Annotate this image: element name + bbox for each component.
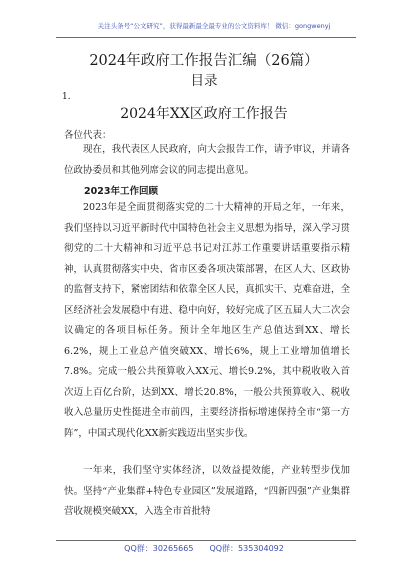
header-divider: [56, 37, 356, 38]
item-number: 1.: [62, 92, 71, 102]
salutation: 各位代表：: [64, 130, 112, 141]
header-note: 关注头条号“公文研究”，获得最新最全最专业的公文资料库！ 微信：gongwenyj: [97, 22, 331, 30]
economy-paragraph: 一年来，我们坚守实体经济，以效益提效能，产业转型步伐加快。坚持“产业集群+特色专业园区”发展道路，“四新四强”产业集群营收规模突破XX，入选全市首批特: [64, 465, 350, 517]
table-of-contents-heading: 目录: [190, 73, 218, 89]
review-paragraph: 2023年是全面贯彻落实党的二十大精神的开局之年，一年来，我们坚持以习近平新时代中国特色社会主义思想为指导，深入学习贯彻党的二十大精神和习近平总书记对江苏工作重要讲话重要指示精神，认真贯彻落实中央、省市区委各项决策部署，在区人大、区政协的监督支持下，紧密团结和依靠全区人民，真抓实干、克难奋进，全区经济社会发展稳中有进、稳中向好，较好完成了区五届人大二次会议确定的各项目标任务。预计全年地区生产总值达到XX、增长6.2%，规上工业总产值突破XX、增长6%，规上工业增加值增长7.8%。完成一般公共预算收入XX元、增长9.2%，其中税收收入首次迈上百亿台阶，达到XX、增长20.8%，一般公共预算收入、税收收入总量历史性挺进全市前四，主要经济指标增速保持全市“第一方阵”，中国式现代化XX新实践迈出坚实步伐。: [64, 202, 350, 439]
opening-paragraph: 现在，我代表区人民政府，向大会报告工作，请予审议，并请各位政协委员和其他列席会议的同志提出意见。: [64, 144, 350, 176]
report-title: 2024年XX区政府工作报告: [120, 106, 288, 122]
footer-note: QQ群：30265665 QQ群：535304092: [124, 544, 284, 553]
footer-divider: [56, 540, 356, 541]
section-heading: 2023年工作回顾: [84, 186, 158, 197]
document-title: 2024年政府工作报告汇编（26篇）: [89, 53, 319, 69]
